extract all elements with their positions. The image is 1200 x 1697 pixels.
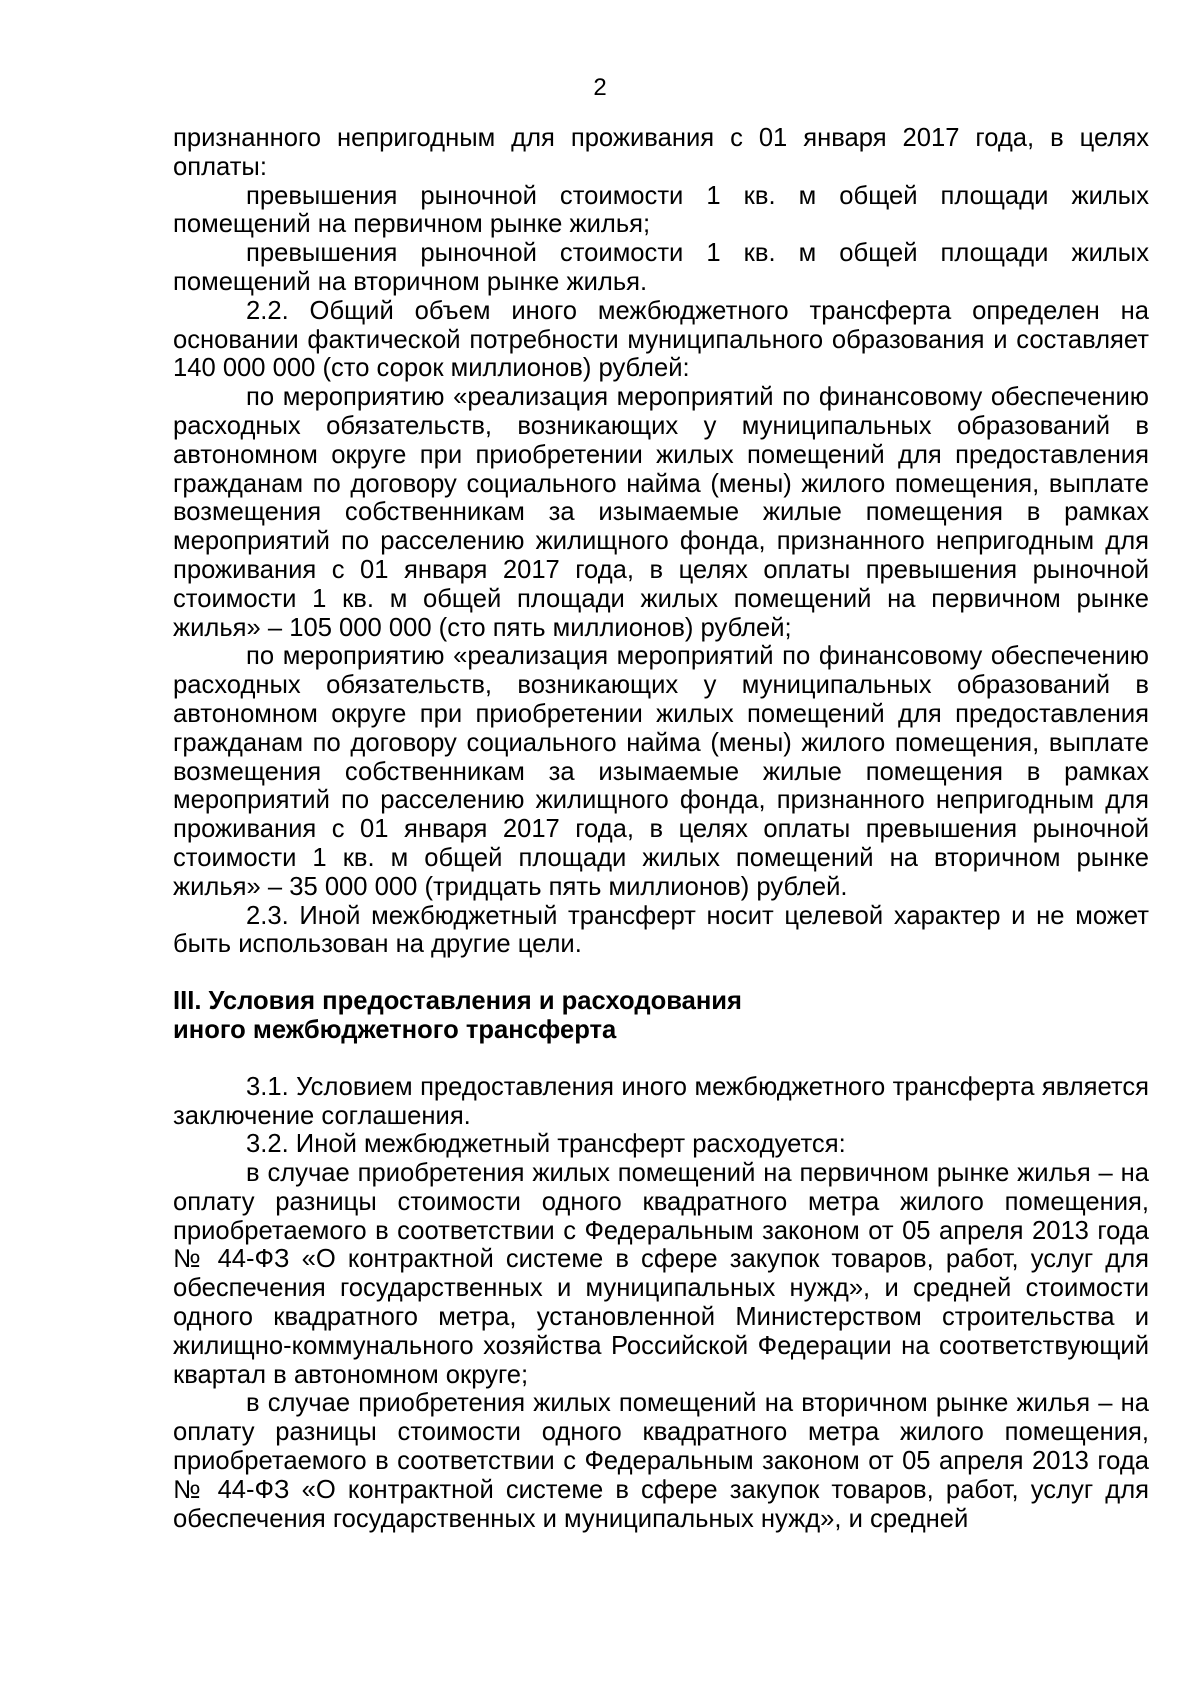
paragraph: по мероприятию «реализация мероприятий по финансовому обеспечению расходных обязательств, возникающих у муниципальных образований в автономном округе при приобретении жилых помещений для предоставления гражданам по договору социального найма (мены) жилого помещения, выплате возмещения собственникам за изымаемые жилые помещения в рамках мероприятий по расселению жилищного фонда, признанного непригодным для проживания с 01 января 2017 года, в целях оплаты превышения рыночной стоимости 1 кв. м общей площади жилых помещений на первичном рынке жилья» – 105 000 000 (сто пять миллионов) рублей; <box>173 383 1149 642</box>
section-heading-line: иного межбюджетного трансферта <box>173 1015 617 1044</box>
paragraph-2-2: 2.2. Общий объем иного межбюджетного трансферта определен на основании фактической потребности муниципального образования и составляет 140 000 000 (сто сорок миллионов) рублей: <box>173 296 1149 383</box>
document-body <box>173 124 1149 1533</box>
paragraph-3-2: 3.2. Иной межбюджетный трансферт расходуется: <box>246 1130 846 1159</box>
section-heading <box>173 987 1149 1045</box>
section-heading-line: III. Условия предоставления и расходования <box>173 987 742 1016</box>
paragraph: превышения рыночной стоимости 1 кв. м общей площади жилых помещений на первичном рынке жилья; <box>173 181 1149 239</box>
paragraph: в случае приобретения жилых помещений на первичном рынке жилья – на оплату разницы стоимости одного квадратного метра жилого помещения, приобретаемого в соответствии с Федеральным законом от 05 апреля 2013 года № 44-ФЗ «О контрактной системе в сфере закупок товаров, работ, услуг для обеспечения государственных и муниципальных нужд», и средней стоимости одного квадратного метра, установленной Министерством строительства и жилищно-коммунального хозяйства Российской Федерации на соответствующий квартал в автономном округе; <box>173 1159 1149 1389</box>
paragraph: по мероприятию «реализация мероприятий по финансовому обеспечению расходных обязательств, возникающих у муниципальных образований в автономном округе при приобретении жилых помещений для предоставления гражданам по договору социального найма (мены) жилого помещения, выплате возмещения собственникам за изымаемые жилые помещения в рамках мероприятий по расселению жилищного фонда, признанного непригодным для проживания с 01 января 2017 года, в целях оплаты превышения рыночной стоимости 1 кв. м общей площади жилых помещений на вторичном рынке жилья» – 35 000 000 (тридцать пять миллионов) рублей. <box>173 642 1149 901</box>
paragraph: в случае приобретения жилых помещений на вторичном рынке жилья – на оплату разницы стоимости одного квадратного метра жилого помещения, приобретаемого в соответствии с Федеральным законом от 05 апреля 2013 года № 44-ФЗ «О контрактной системе в сфере закупок товаров, работ, услуг для обеспечения государственных и муниципальных нужд», и средней <box>173 1389 1149 1533</box>
page-number: 2 <box>593 74 607 101</box>
paragraph-2-3: 2.3. Иной межбюджетный трансферт носит целевой характер и не может быть использован на другие цели. <box>173 901 1149 959</box>
paragraph-3-1: 3.1. Условием предоставления иного межбюджетного трансферта является заключение соглашения. <box>173 1072 1149 1130</box>
paragraph: превышения рыночной стоимости 1 кв. м общей площади жилых помещений на вторичном рынке жилья. <box>173 239 1149 296</box>
paragraph: признанного непригодным для проживания с 01 января 2017 года, в целях оплаты: <box>173 124 1149 181</box>
